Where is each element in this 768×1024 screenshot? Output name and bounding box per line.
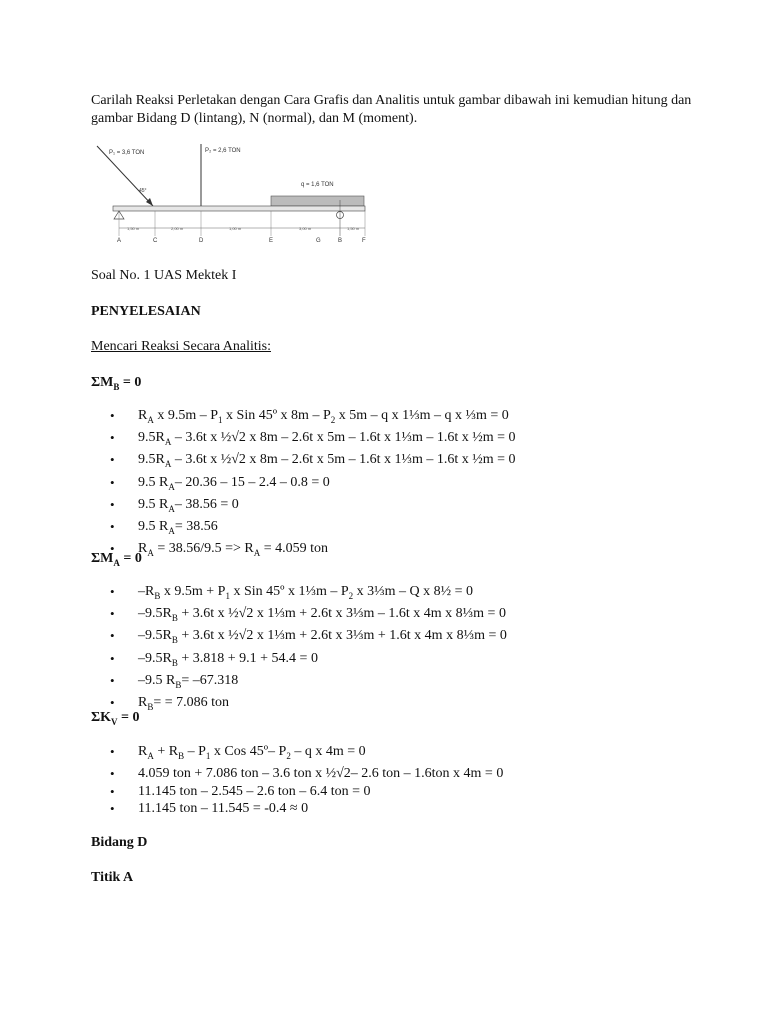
p1-label: P₁ = 3,6 TON [109, 150, 145, 156]
equation-line: • $9.5R_A - 3.6t$ x ½√2 x 8m – 2.6t x 5m – 1.6t x 1⅓m – 1.6t x ½m = 0 [138, 429, 516, 451]
penyelesaian-heading: PENYELESAIAN [91, 304, 201, 319]
point-b: B [338, 238, 343, 244]
section-mb-heading [91, 374, 141, 396]
dim-cd: 2,00 m [171, 226, 184, 231]
heading-sub: V [111, 716, 118, 727]
equation-line: • $-R_B$ x $9.5m + P_1$ x Sin 45º x 1⅓m – $P_2$ x 3⅓m – Q x 8½ = 0 [138, 583, 507, 605]
equation-line: • $R_A$ x $9.5m - P_1$ x Sin 45º x $8m - P_2$ x 5m – q x 1⅓m – q x ⅓m = 0 [138, 407, 516, 429]
dim-de: 1,00 m [229, 226, 242, 231]
heading-prefix: ΣK [91, 710, 112, 725]
heading-sub: A [113, 557, 120, 568]
equation-line: • 9.5 $R_A-$ 38.56 = 0 [138, 496, 516, 518]
equation-line: • $R_A = 38.56/9.5 => R_A = 4.059$ ton [138, 540, 516, 562]
bidang-d-heading: Bidang D [91, 835, 148, 850]
section-kv-heading [91, 709, 140, 731]
equation-line: • $9.5R_A - 3.6t$ x ½√2 x 8m – 2.6t x 5m – 1.6t x 1⅓m – 1.6t x ½m = 0 [138, 451, 516, 473]
beam [113, 206, 365, 211]
equation-line: • $R_A + R_B - P_1$ x Cos 45º– $P_2$ – q x 4m = 0 [138, 743, 503, 765]
titik-a-heading: Titik A [91, 870, 134, 885]
point-g: G [316, 238, 321, 244]
soal-caption: Soal No. 1 UAS Mektek I [91, 268, 237, 283]
equation-line: • 9.5 $R_A= 38.56$ [138, 518, 516, 540]
dim-bf: 1,50 m [347, 226, 360, 231]
point-d: D [199, 238, 204, 244]
beam-diagram-svg [91, 140, 381, 250]
angle-label: 45° [139, 188, 147, 194]
heading-suffix: = 0 [117, 710, 140, 725]
equation-line: • –9.5 $R_B= -67.318$ [138, 672, 507, 694]
equation-line: • 11.145 ton – 2.545 – 2.6 ton – 6.4 ton = 0 [138, 783, 503, 800]
heading-suffix: = 0 [119, 375, 142, 390]
dim-ac: 1,50 m [127, 226, 140, 231]
equation-line: • $-9.5R_B + 3.6t$ x ½√2 x 1⅓m + 2.6t x 3⅓m + 1.6t x 4m x 8⅓m = 0 [138, 627, 507, 649]
section-ma-heading [91, 550, 142, 572]
equation-line: • $-9.5R_B + 3.6t$ x ½√2 x 1⅓m + 2.6t x 3⅓m – 1.6t x 4m x 8⅓m = 0 [138, 605, 507, 627]
dim-eb: 3,00 m [299, 226, 312, 231]
p2-label: P₂ = 2,6 TON [205, 148, 241, 154]
equation-line: • 11.145 ton – 11.545 = -0.4 ≈ 0 [138, 800, 503, 817]
heading-suffix: = 0 [119, 551, 142, 566]
point-e: E [269, 238, 274, 244]
equation-line: • 4.059 ton + 7.086 ton – 3.6 ton x ½√2– 2.6 ton – 1.6ton x 4m = 0 [138, 765, 503, 782]
heading-prefix: ΣM [91, 375, 114, 390]
point-c: C [153, 238, 158, 244]
heading-prefix: ΣM [91, 551, 114, 566]
q-label: q = 1,6 TON [301, 182, 334, 188]
mencari-subheading: Mencari Reaksi Secara Analitis: [91, 339, 271, 354]
intro-paragraph: Carilah Reaksi Perletakan dengan Cara Grafis dan Analitis untuk gambar dibawah ini kemudian hitung dan gambar Bidang D (lintang), N (normal), dan M (moment). [91, 93, 692, 126]
section-ma-equations [91, 583, 507, 716]
section-mb-equations [91, 407, 516, 562]
equation-line: • $-9.5R_B + 3.818 + 9.1 + 54.4 = 0$ [138, 650, 507, 672]
equation-line: • $R_B= = 7.086$ ton [138, 694, 507, 716]
beam-diagram [91, 140, 381, 250]
section-kv-equations [91, 743, 503, 817]
point-f: F [362, 238, 366, 244]
distributed-load-q [271, 196, 364, 206]
point-a: A [117, 238, 122, 244]
equation-line: • 9.5 $R_A-$ 20.36 – 15 – 2.4 – 0.8 = 0 [138, 474, 516, 496]
heading-sub: B [113, 381, 120, 392]
